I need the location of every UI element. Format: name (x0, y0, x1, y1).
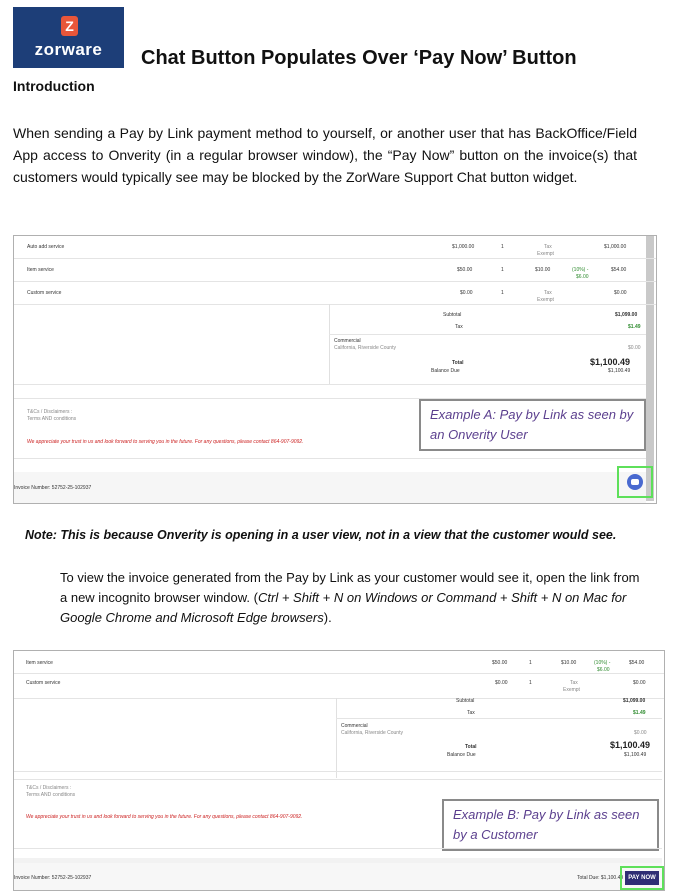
tax-label: Tax (467, 710, 475, 716)
divider (14, 779, 662, 780)
intro-heading: Introduction (13, 78, 95, 94)
divider (329, 334, 646, 335)
divider (336, 718, 662, 719)
divider (14, 771, 662, 772)
note-text: Note: This is because Onverity is opening in a user view, not in a view that the customer would see. (25, 528, 617, 542)
item-qty: 1 (501, 290, 504, 296)
divider (14, 384, 646, 385)
tc-label: T&Cs / Disclaimers : (26, 785, 72, 791)
incognito-paragraph (60, 568, 640, 628)
paragraph-text-end: ). (323, 610, 332, 625)
subtotal-label: Subtotal (456, 698, 475, 704)
tax-label: Tax (455, 324, 463, 330)
item-tax: Tax (544, 244, 552, 250)
chat-highlight (617, 466, 653, 498)
total-label: Total (465, 744, 477, 750)
intro-paragraph: When sending a Pay by Link payment method to yourself, or another user that has BackOffice/Field App access to Onverity (in a regular browser window), the “Pay Now” button on the invoice(s) that customers would typically see may be blocked by the ZorWare Support Chat button widget. (13, 125, 637, 185)
thanks-message: We appreciate your trust in us and look forward to serving you in the future. For any questions, please contact 864-907-9092. (26, 814, 303, 820)
invoice-screenshot-b (13, 650, 665, 891)
item-name: Custom service (26, 680, 61, 686)
tax-value: $1.49 (633, 710, 646, 716)
subtotal-value: $1,099.00 (615, 312, 638, 318)
item-total: $54.00 (611, 267, 627, 273)
tc-text: Terms AND conditions (27, 416, 77, 422)
invoice-footer (14, 863, 662, 890)
item-name: Item service (26, 660, 53, 666)
table-row (14, 259, 656, 282)
item-tax: $10.00 (561, 660, 577, 666)
logo-text: zorware (34, 40, 103, 59)
commercial-location: California, Riverside County (341, 730, 403, 736)
invoice-footer (14, 472, 646, 503)
tax-value: $1.49 (628, 324, 641, 330)
divider (14, 848, 662, 849)
commercial-label: Commercial (334, 338, 361, 344)
invoice-screenshot-a (13, 235, 657, 504)
item-tax-2: Exempt (537, 297, 554, 303)
commercial-location: California, Riverside County (334, 345, 396, 351)
item-total: $0.00 (614, 290, 627, 296)
table-row (14, 282, 656, 305)
item-discount-amount: $6.00 (597, 667, 610, 673)
item-tax: $10.00 (535, 267, 551, 273)
commercial-label: Commercial (341, 723, 368, 729)
subtotal-value: $1,099.00 (623, 698, 646, 704)
balance-value: $1,100.49 (624, 752, 647, 758)
item-tax-2: Exempt (563, 687, 580, 693)
chat-icon (631, 479, 639, 485)
divider (336, 698, 337, 778)
paragraph-italic: Ctrl + Shift + N on Windows or Command + Shift + N on Mac for Google Chrome and Microsoft Edge browsers (60, 590, 627, 625)
item-name: Auto add service (27, 244, 65, 250)
page-title: Chat Button Populates Over ‘Pay Now’ Button (141, 47, 577, 69)
item-price: $1,000.00 (452, 244, 475, 250)
total-value: $1,100.49 (610, 740, 651, 750)
table-row (14, 236, 656, 259)
example-b-callout: Example B: Pay by Link as seen by a Customer (442, 799, 659, 851)
divider (14, 458, 646, 459)
total-value: $1,100.49 (590, 357, 631, 367)
item-qty: 1 (529, 660, 532, 666)
total-due: Total Due: $1,100.49 (577, 875, 624, 881)
item-name: Custom service (27, 290, 62, 296)
balance-value: $1,100.49 (608, 368, 631, 374)
commercial-value: $0.00 (634, 730, 647, 736)
chat-button[interactable] (627, 474, 643, 490)
paragraph-text: To view the invoice generated from the Pay by Link as your customer would see it, open the link from a new incognito browser window. ( (60, 570, 640, 605)
subtotal-label: Subtotal (443, 312, 462, 318)
invoice-number: Invoice Number: 52752-25-102937 (14, 875, 92, 881)
zorware-logo (13, 7, 124, 68)
tc-text: Terms AND conditions (26, 792, 76, 798)
item-qty: 1 (529, 680, 532, 686)
item-total: $0.00 (633, 680, 646, 686)
item-price: $0.00 (460, 290, 473, 296)
item-qty: 1 (501, 244, 504, 250)
balance-label: Balance Due (447, 752, 476, 758)
item-price: $50.00 (492, 660, 508, 666)
item-total: $54.00 (629, 660, 645, 666)
logo-mark: Z (61, 16, 78, 36)
item-tax-2: Exempt (537, 251, 554, 257)
example-a-callout: Example A: Pay by Link as seen by an Onverity User (419, 399, 646, 451)
item-discount-amount: $6.00 (576, 274, 589, 280)
table-row (14, 674, 664, 699)
item-tax: Tax (544, 290, 552, 296)
item-total: $1,000.00 (604, 244, 627, 250)
pay-now-button[interactable]: PAY NOW (625, 871, 659, 885)
item-name: Item service (27, 267, 54, 273)
item-tax: Tax (570, 680, 578, 686)
table-row (14, 651, 664, 674)
item-discount: (10%) - (594, 660, 611, 666)
pay-now-highlight (620, 866, 664, 890)
item-qty: 1 (501, 267, 504, 273)
thanks-message: We appreciate your trust in us and look forward to serving you in the future. For any questions, please contact 864-907-9092. (27, 439, 304, 445)
item-price: $50.00 (457, 267, 473, 273)
invoice-number: Invoice Number: 52752-25-102937 (14, 485, 92, 491)
item-price: $0.00 (495, 680, 508, 686)
divider (329, 304, 330, 384)
commercial-value: $0.00 (628, 345, 641, 351)
tc-label: T&Cs / Disclaimers : (27, 409, 73, 415)
total-label: Total (452, 360, 464, 366)
balance-label: Balance Due (431, 368, 460, 374)
item-discount: (10%) - (572, 267, 589, 273)
